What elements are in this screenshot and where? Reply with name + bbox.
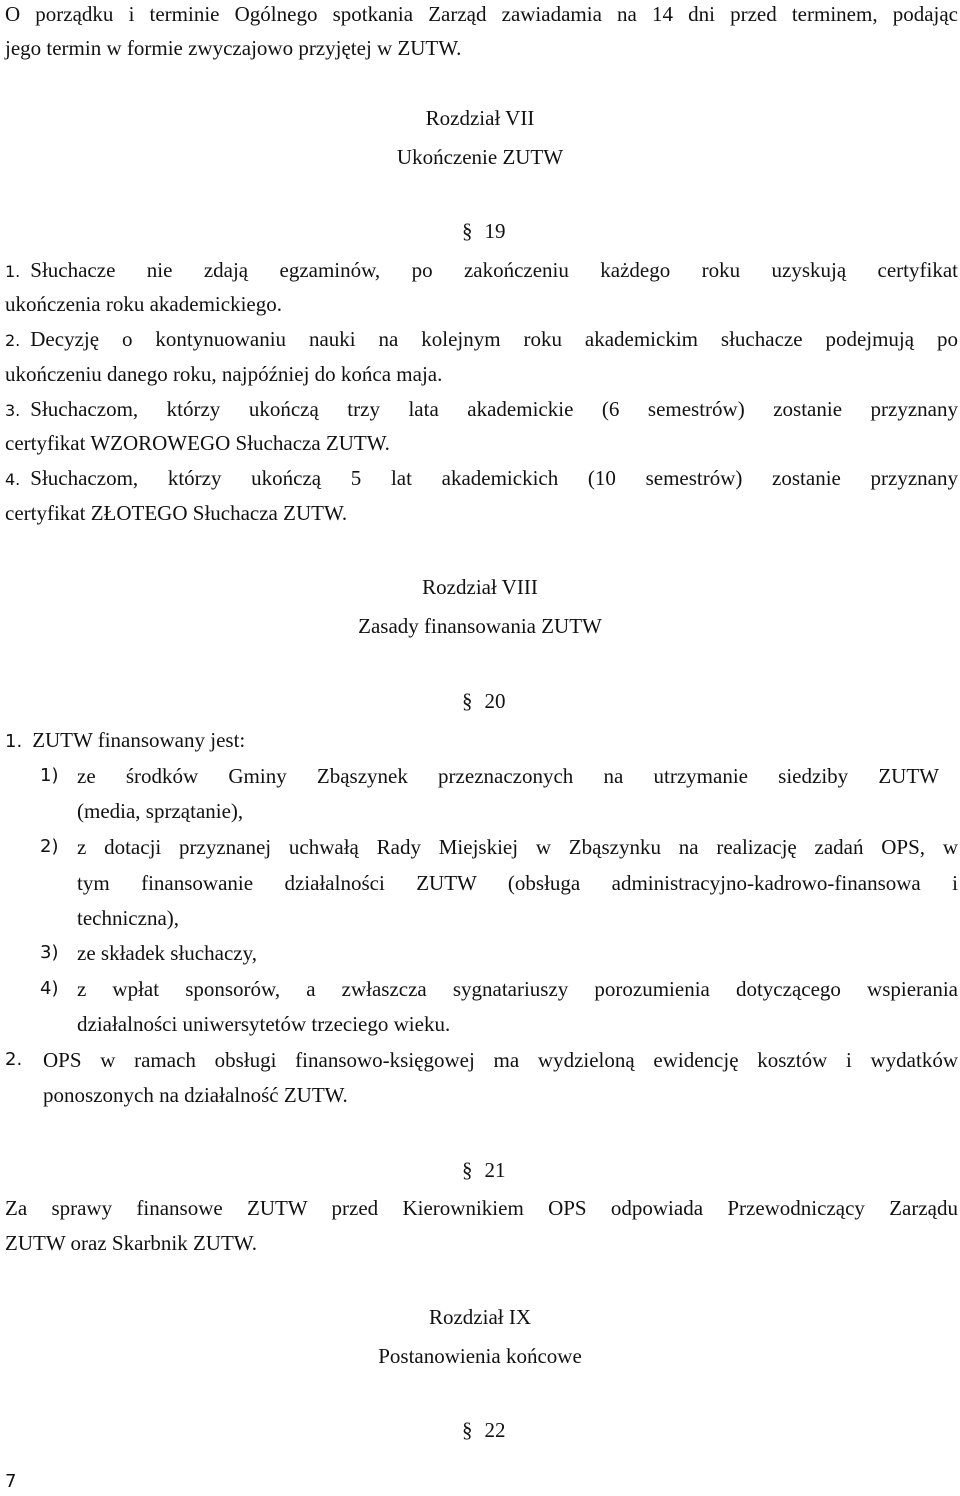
section-number: 21 (484, 1158, 506, 1182)
item-number: 4. (5, 470, 21, 489)
section-symbol: § (462, 689, 473, 713)
section-21-line-1: Za sprawy finansowe ZUTW przed Kierownikiem OPS odpowiada Przewodniczący Zarządu (5, 1196, 958, 1220)
page-number: 7 (5, 1471, 17, 1492)
chapter-8-subtitle: Zasady finansowania ZUTW (358, 614, 602, 638)
section-symbol: § (462, 1418, 473, 1442)
ch8-item-1: 1. ZUTW finansowany jest: (5, 728, 246, 752)
section-number: 19 (484, 219, 506, 243)
section-19-heading (462, 217, 506, 245)
subitem-2-line-2: tym finansowanie działalności ZUTW (obsługa administracyjno-kadrowo-finansowa i (77, 871, 958, 895)
subitem-4-line-1: z wpłat sponsorów, a zwłaszcza sygnatariuszy porozumienia dotyczącego wspierania (77, 977, 958, 1001)
ch8-item-2-number: 2. (5, 1049, 23, 1070)
subitem-1-line-2: (media, sprzątanie), (77, 799, 244, 823)
section-symbol: § (462, 219, 473, 243)
chapter-9-subtitle: Postanowienia końcowe (378, 1344, 582, 1368)
chapter-8-title: Rozdział VIII (422, 575, 538, 599)
section-22-heading (462, 1416, 506, 1444)
subitem-2-line-3: techniczna), (77, 906, 180, 930)
item-number: 3. (5, 401, 21, 420)
ch7-item-4-line-2: certyfikat ZŁOTEGO Słuchacza ZUTW. (5, 501, 348, 525)
intro-line-1: O porządku i terminie Ogólnego spotkania Zarząd zawiadamia na 14 dni przed terminem, podając (5, 2, 958, 26)
ch7-item-2-line-1: 2. Decyzję o kontynuowaniu nauki na kolejnym roku akademickim słuchacze podejmują po (5, 327, 958, 351)
intro-line-2: jego termin w formie zwyczajowo przyjętej w ZUTW. (5, 36, 462, 60)
ch7-item-4-line-1: 4. Słuchaczom, którzy ukończą 5 lat akademickich (10 semestrów) zostanie przyznany (5, 466, 958, 490)
item-number: 1. (5, 262, 21, 281)
section-21-line-2: ZUTW oraz Skarbnik ZUTW. (5, 1231, 257, 1255)
subitem-3-line-1: ze składek słuchaczy, (77, 941, 257, 965)
section-21-heading (462, 1156, 506, 1184)
subitem-4-line-2: działalności uniwersytetów trzeciego wieku. (77, 1012, 451, 1036)
subitem-1-number: 1) (40, 765, 59, 786)
chapter-7-subtitle: Ukończenie ZUTW (396, 145, 564, 169)
ch7-item-3-line-1: 3. Słuchaczom, którzy ukończą trzy lata akademickie (6 semestrów) zostanie przyznany (5, 397, 958, 421)
ch7-item-1-line-1: 1. Słuchacze nie zdają egzaminów, po zakończeniu każdego roku uzyskują certyfikat (5, 258, 958, 282)
subitem-1-line-1: ze środków Gminy Zbąszynek przeznaczonych na utrzymanie siedziby ZUTW (77, 764, 939, 788)
item-number: 1. (5, 731, 23, 752)
section-number: 20 (484, 689, 506, 713)
subitem-2-number: 2) (40, 836, 59, 857)
ch7-item-1-line-2: ukończenia roku akademickiego. (5, 292, 282, 316)
section-20-heading (462, 687, 506, 715)
ch7-item-2-line-2: ukończeniu danego roku, najpóźniej do końca maja. (5, 362, 443, 386)
item-number: 2. (5, 331, 21, 350)
subitem-4-number: 4) (40, 978, 59, 999)
ch8-item-2-line-2: ponoszonych na działalność ZUTW. (43, 1083, 348, 1107)
chapter-9-title: Rozdział IX (428, 1305, 532, 1329)
chapter-7-title: Rozdział VII (425, 106, 535, 130)
subitem-2-line-1: z dotacji przyznanej uchwałą Rady Miejskiej w Zbąszynku na realizację zadań OPS, w (77, 835, 958, 859)
section-number: 22 (484, 1418, 506, 1442)
ch8-item-2-line-1: OPS w ramach obsługi finansowo-księgowej ma wydzieloną ewidencję kosztów i wydatków (43, 1048, 958, 1072)
section-symbol: § (462, 1158, 473, 1182)
subitem-3-number: 3) (40, 942, 59, 963)
ch7-item-3-line-2: certyfikat WZOROWEGO Słuchacza ZUTW. (5, 431, 390, 455)
